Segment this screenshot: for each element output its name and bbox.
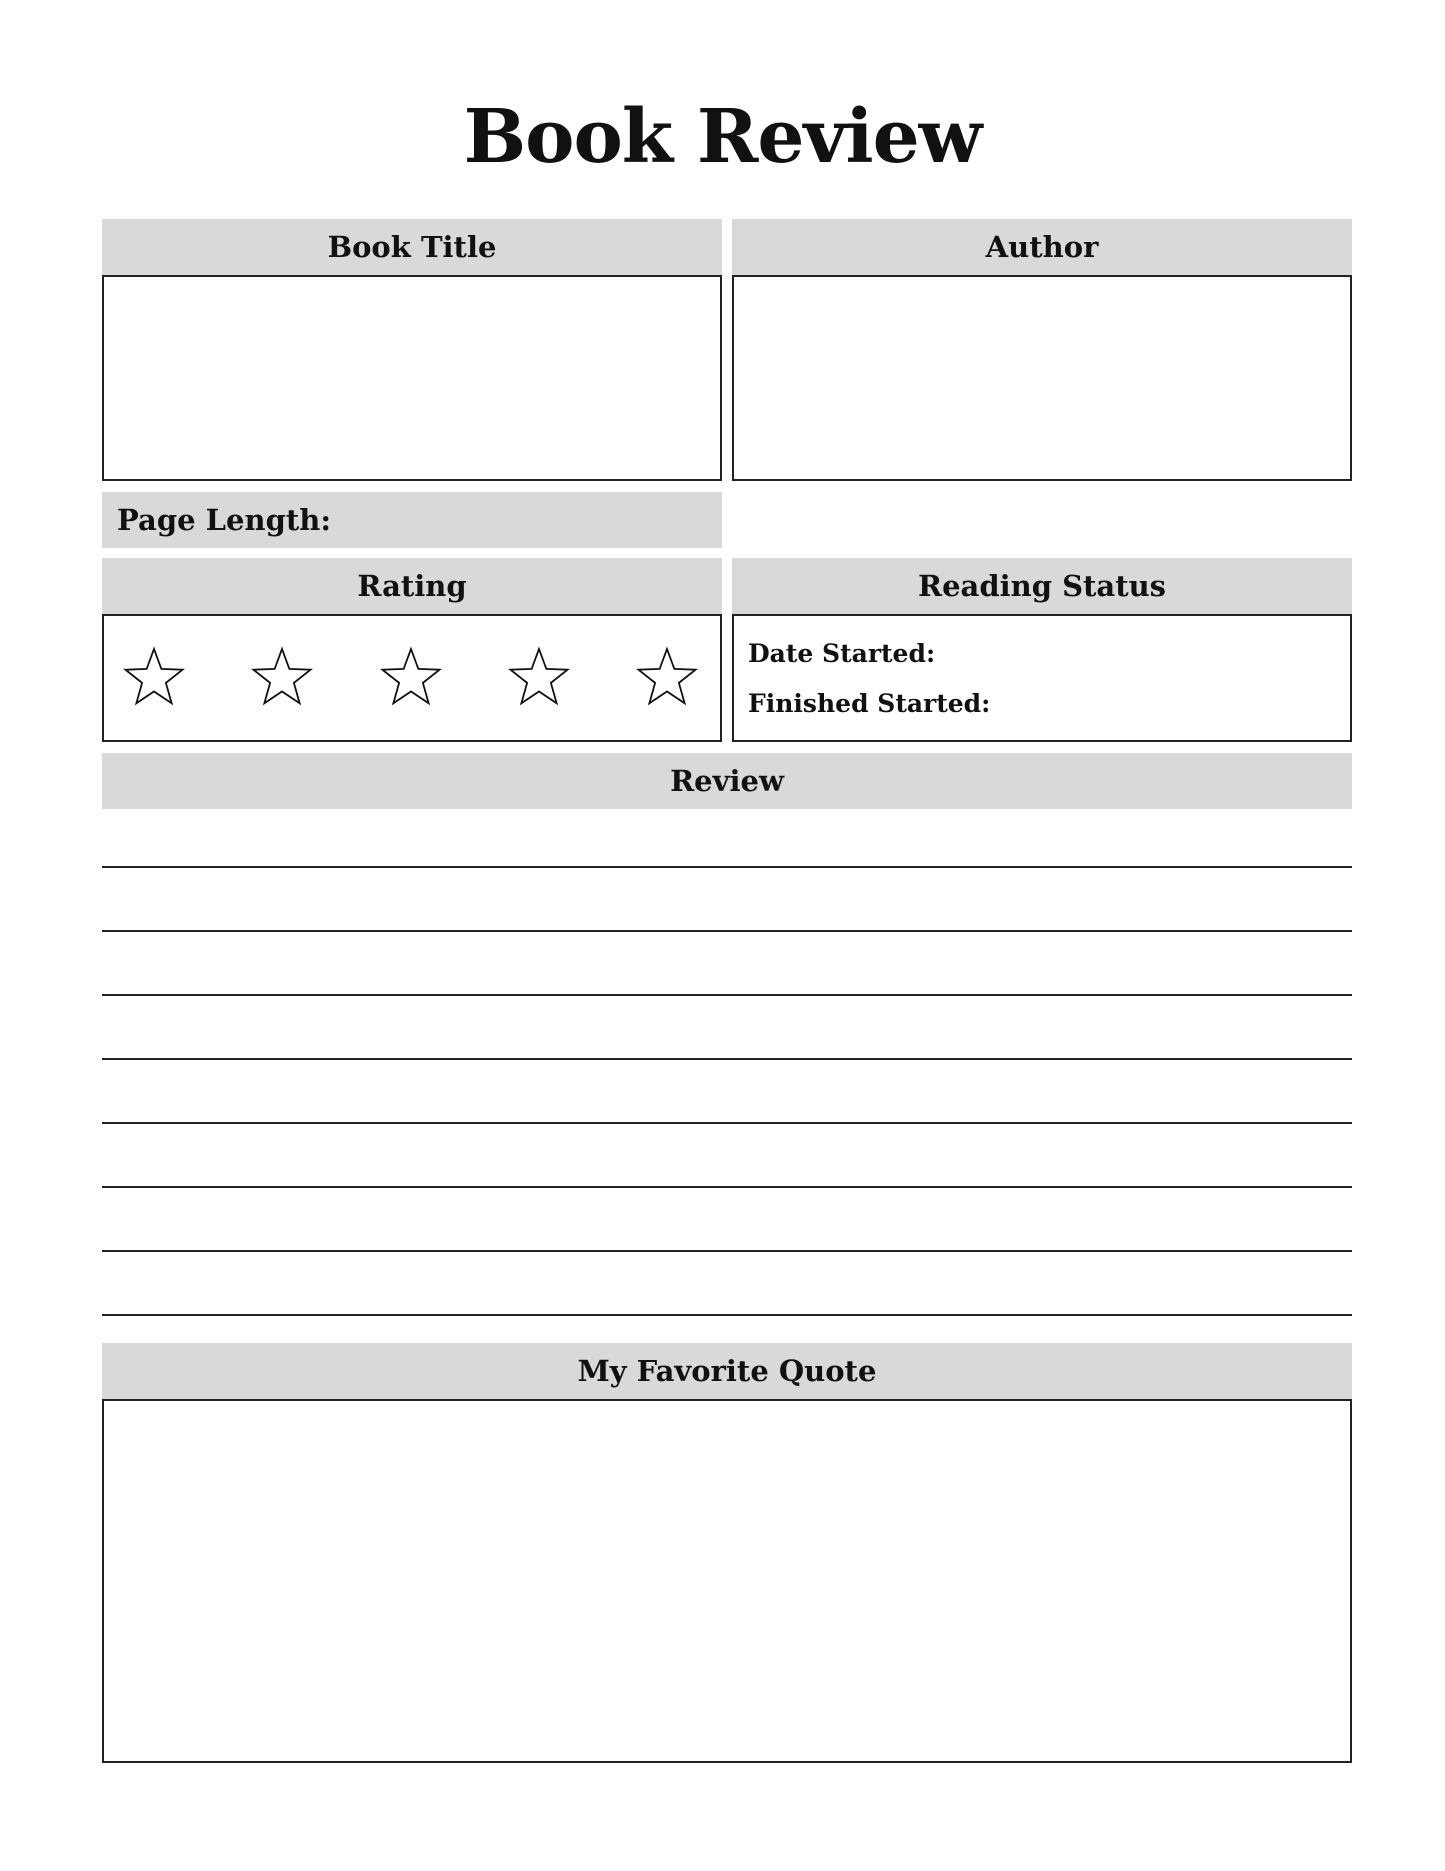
- review-header: Review: [102, 753, 1352, 809]
- page-length-field[interactable]: [102, 492, 722, 548]
- favorite-quote-header: My Favorite Quote: [102, 1343, 1352, 1399]
- page-length-label: Page Length:: [117, 503, 332, 537]
- finished-label: Finished Started:: [748, 689, 991, 718]
- review-line[interactable]: [102, 1122, 1352, 1124]
- review-line[interactable]: [102, 930, 1352, 932]
- review-line[interactable]: [102, 1250, 1352, 1252]
- book-title-header: Book Title: [102, 219, 722, 275]
- reading-status-box[interactable]: [732, 614, 1352, 742]
- review-line[interactable]: [102, 1314, 1352, 1316]
- page-title: Book Review: [463, 94, 982, 180]
- author-field[interactable]: [732, 275, 1352, 481]
- book-title-field[interactable]: [102, 275, 722, 481]
- date-started-label: Date Started:: [748, 639, 936, 668]
- rating-header: Rating: [102, 558, 722, 614]
- star-outline-icon[interactable]: [250, 645, 314, 709]
- review-line[interactable]: [102, 866, 1352, 868]
- star-outline-icon[interactable]: [379, 645, 443, 709]
- review-line[interactable]: [102, 1058, 1352, 1060]
- review-line[interactable]: [102, 994, 1352, 996]
- star-outline-icon[interactable]: [507, 645, 571, 709]
- author-header: Author: [732, 219, 1352, 275]
- star-outline-icon[interactable]: [635, 645, 699, 709]
- review-line[interactable]: [102, 1186, 1352, 1188]
- reading-status-header: Reading Status: [732, 558, 1352, 614]
- star-outline-icon[interactable]: [122, 645, 186, 709]
- favorite-quote-field[interactable]: [102, 1399, 1352, 1763]
